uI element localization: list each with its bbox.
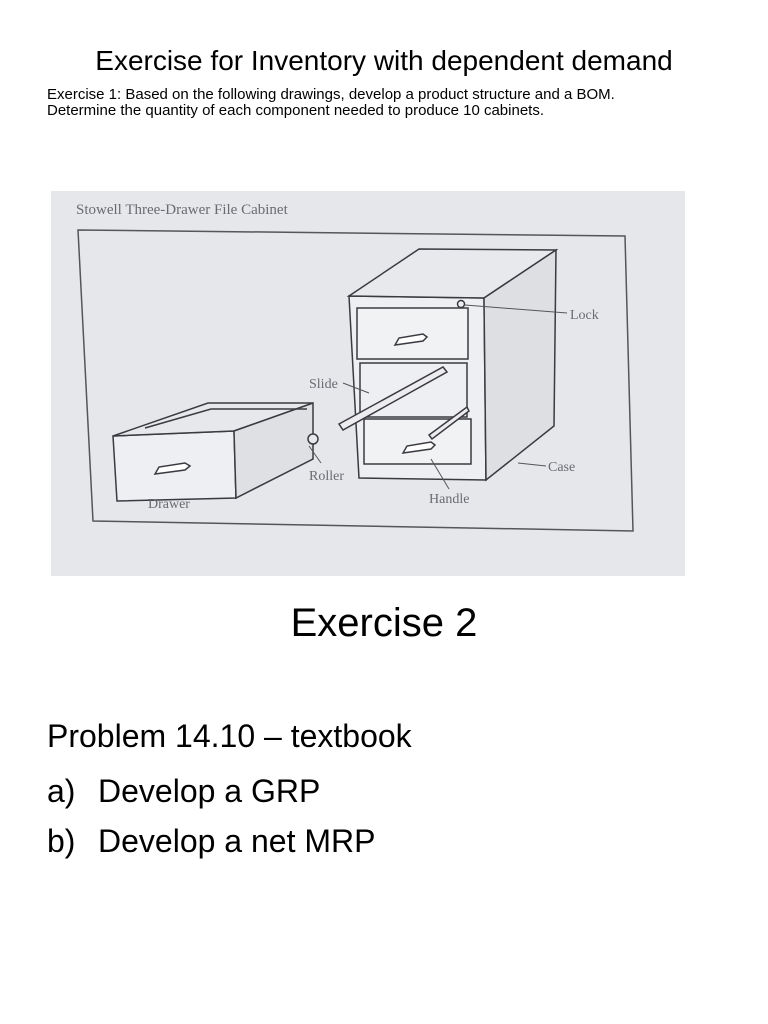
figure-caption: Stowell Three-Drawer File Cabinet bbox=[76, 202, 288, 218]
label-slide: Slide bbox=[309, 377, 338, 392]
label-case: Case bbox=[548, 460, 576, 475]
list-marker: a) bbox=[47, 773, 76, 809]
label-drawer: Drawer bbox=[148, 497, 190, 512]
problem-reference: Problem 14.10 – textbook bbox=[47, 718, 412, 754]
exercise1-line-2: Determine the quantity of each component needed to produce 10 cabinets. bbox=[47, 102, 544, 119]
roller-icon bbox=[308, 434, 318, 444]
label-lock: Lock bbox=[570, 308, 599, 323]
task-list bbox=[47, 766, 375, 866]
drawer bbox=[113, 403, 318, 501]
page-title: Exercise for Inventory with dependent demand bbox=[95, 45, 673, 76]
exercise2-heading: Exercise 2 bbox=[290, 601, 478, 645]
list-marker: b) bbox=[47, 823, 76, 859]
list-item-text: Develop a net MRP bbox=[98, 823, 376, 859]
exercise1-line-1: Exercise 1: Based on the following drawings, develop a product structure and a BOM. bbox=[47, 86, 615, 103]
label-roller: Roller bbox=[309, 469, 344, 484]
file-cabinet-drawing bbox=[51, 191, 685, 576]
list-item bbox=[47, 766, 375, 816]
exercise1-instructions bbox=[47, 87, 737, 119]
list-item-text: Develop a GRP bbox=[98, 773, 321, 809]
cabinet-case bbox=[349, 249, 556, 480]
label-handle: Handle bbox=[429, 492, 470, 507]
list-item bbox=[47, 816, 375, 866]
